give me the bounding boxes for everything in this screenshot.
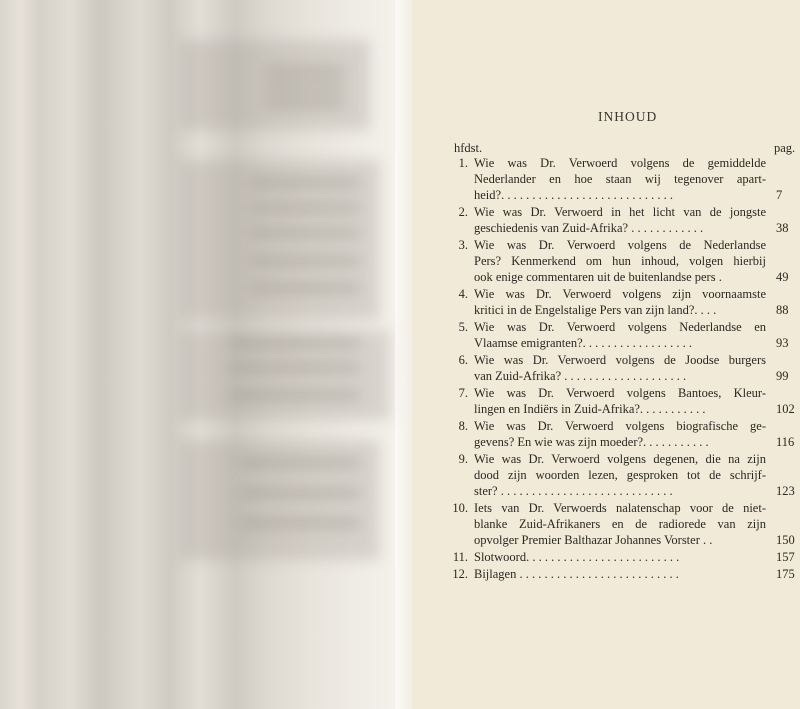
toc-entry-text — [474, 319, 766, 351]
toc-entry-page: 123 — [776, 484, 795, 499]
toc-entry-text — [474, 352, 766, 384]
toc-entry-line: dood zijn woorden lezen, gesproken tot de schrijf- — [474, 468, 766, 483]
toc-entry-text — [474, 549, 766, 565]
toc-entry-line: geschiedenis van Zuid-Afrika? . . . . . . . . . . . . — [474, 221, 704, 236]
chapter-column-header: hfdst. — [454, 141, 483, 155]
toc-entry-text — [474, 237, 766, 286]
toc-entry-number: 5. — [458, 320, 468, 334]
toc-entry-line: blanke Zuid-Afrikaners en de radiorede van zijn — [474, 517, 766, 532]
toc-entry-line: Wie was Dr. Verwoerd in het licht van de jongste — [474, 205, 766, 219]
toc-entry-line: Vlaamse emigranten?. . . . . . . . . . . . . . . . . . — [474, 336, 693, 351]
toc-entry-line: Wie was Dr. Verwoerd volgens Bantoes, Kleur- — [474, 386, 766, 400]
toc-entry-page: 93 — [776, 336, 789, 351]
toc-entry-page: 102 — [776, 402, 795, 417]
toc-entry-number: 4. — [458, 287, 468, 301]
toc-entry-number: 12. — [452, 567, 468, 581]
toc-entry-number: 1. — [458, 156, 468, 170]
toc-entry-line: Wie was Dr. Verwoerd volgens de Joodse burgers — [474, 353, 766, 367]
toc-entry-text — [474, 385, 766, 417]
toc-entry-page: 99 — [776, 369, 789, 384]
toc-entry-line: Wie was Dr. Verwoerd volgens biografische ge- — [474, 419, 766, 433]
toc-entry-line: heid?. . . . . . . . . . . . . . . . . . . . . . . . . . . . — [474, 188, 673, 203]
toc-entry-line: Wie was Dr. Verwoerd volgens de Nederlandse — [474, 238, 766, 252]
toc-entry-number: 10. — [452, 501, 468, 515]
toc-entry-text — [474, 286, 766, 318]
toc-entry-page: 150 — [776, 533, 795, 548]
toc-entry-line: Pers? Kenmerkend om hun inhoud, volgen hierbij — [474, 254, 766, 269]
toc-entry-line: Nederlander en hoe staan wij tegenover apart- — [474, 172, 766, 187]
toc-entry-line: opvolger Premier Balthazar Johannes Vorster . . — [474, 533, 713, 548]
toc-entry-text — [474, 155, 766, 204]
toc-entry-line: Wie was Dr. Verwoerd volgens de gemiddelde — [474, 156, 766, 170]
toc-entry-page: 88 — [776, 303, 789, 318]
toc-entry-number: 9. — [458, 452, 468, 466]
toc-entry-page: 157 — [776, 550, 795, 564]
toc-entry-text — [474, 204, 766, 236]
toc-entry-line: Bijlagen . . . . . . . . . . . . . . . . . . . . . . . . . . — [474, 567, 679, 581]
toc-entry-line: Wie was Dr. Verwoerd volgens Nederlandse en — [474, 320, 766, 334]
toc-entry-line: lingen en Indiërs in Zuid-Afrika?. . . . . . . . . . . — [474, 402, 706, 417]
toc-entry-number: 11. — [452, 550, 468, 564]
toc-entry-number: 2. — [458, 205, 468, 219]
page-column-header: pag. — [774, 141, 796, 155]
toc-entry-page: 38 — [776, 221, 789, 236]
toc-entry-text — [474, 418, 766, 450]
toc-entry-text — [474, 451, 766, 500]
toc-entry-page: 116 — [776, 435, 795, 450]
toc-entry-line: van Zuid-Afrika? . . . . . . . . . . . . . . . . . . . . — [474, 369, 687, 384]
right-page — [412, 0, 800, 709]
toc-entry-line: gevens? En wie was zijn moeder?. . . . . . . . . . . — [474, 435, 709, 450]
toc-entry-line: ook enige commentaren uit de buitenlandse pers . — [474, 270, 722, 285]
toc-entry-number: 8. — [458, 419, 468, 433]
toc-entry-text — [474, 566, 766, 582]
toc-entry-page: 7 — [776, 188, 783, 203]
toc-entry-line: Slotwoord. . . . . . . . . . . . . . . . . . . . . . . . . — [474, 550, 680, 564]
toc-entry-line: Wie was Dr. Verwoerd volgens zijn voornaamste — [474, 287, 766, 301]
toc-entry-line: Wie was Dr. Verwoerd volgens degenen, die na zijn — [474, 452, 766, 466]
toc-entry-page: 49 — [776, 270, 789, 285]
toc-entry-text — [474, 500, 766, 549]
toc-entry-line: Iets van Dr. Verwoerds nalatenschap voor de niet- — [474, 501, 766, 515]
toc-entry-number: 6. — [458, 353, 468, 367]
toc-title: INHOUD — [598, 109, 658, 124]
toc-entry-number: 3. — [458, 238, 468, 252]
toc-entry-page: 175 — [776, 567, 795, 581]
table-of-contents — [412, 0, 800, 709]
toc-entry-number: 7. — [458, 386, 468, 400]
toc-entry-line: ster? . . . . . . . . . . . . . . . . . . . . . . . . . . . . — [474, 484, 673, 499]
toc-entry-line: kritici in de Engelstalige Pers van zijn land?. . . . — [474, 303, 717, 318]
